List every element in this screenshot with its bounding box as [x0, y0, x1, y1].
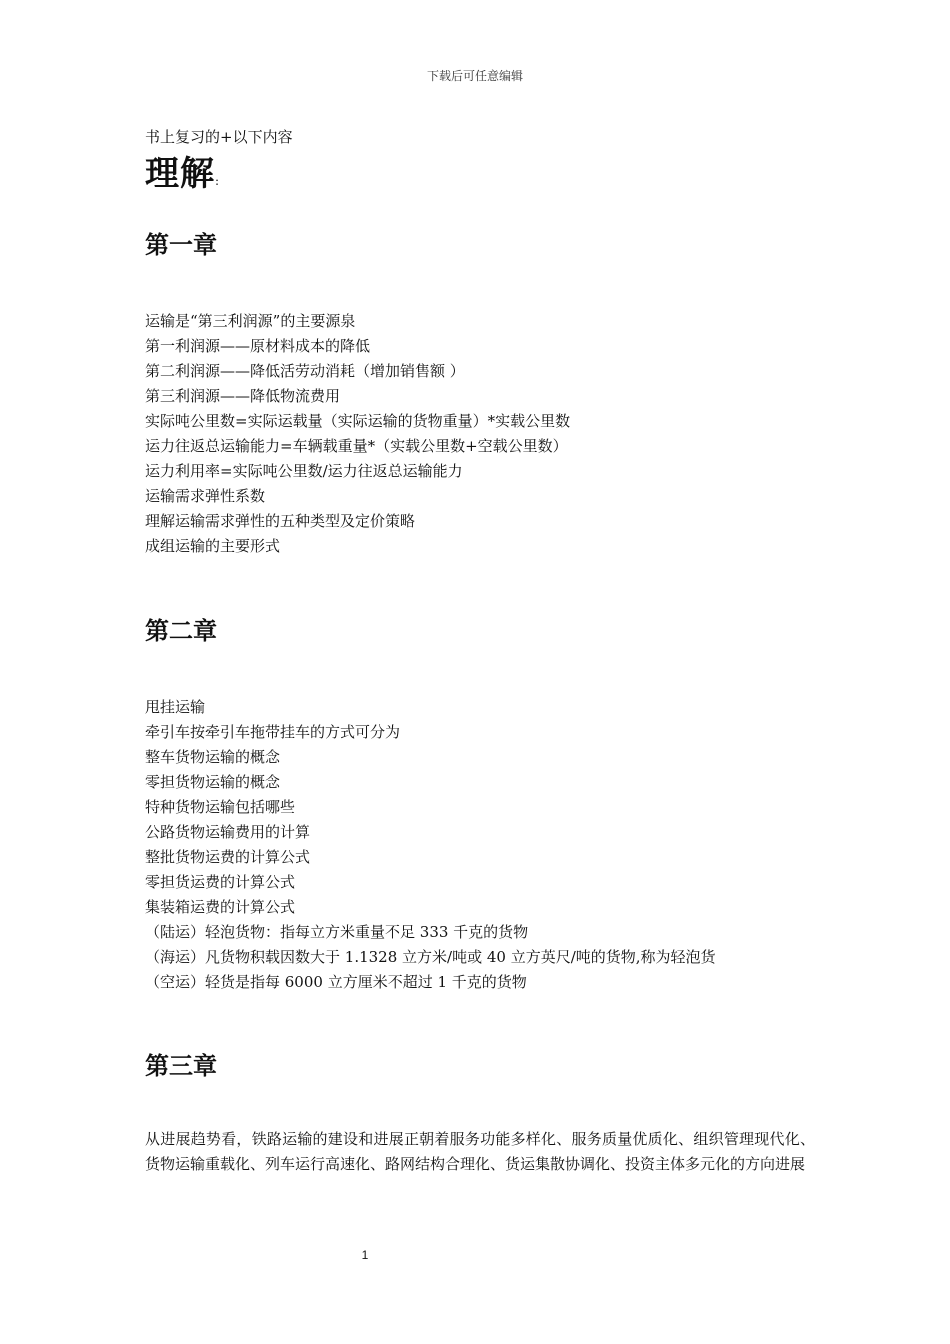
section-title-text: 理解 [145, 154, 215, 194]
chapter-1-lines [145, 309, 815, 559]
list-item: 牵引车按牵引车拖带挂车的方式可分为 [145, 723, 401, 741]
list-item: 运输是“第三利润源”的主要源泉 [145, 312, 356, 330]
intro-text: 书上复习的+以下内容 [145, 128, 293, 146]
list-item: 特种货物运输包括哪些 [145, 798, 296, 816]
list-item: 第三利润源——降低物流费用 [145, 387, 341, 405]
list-item: （陆运）轻泡货物：指每立方米重量不足 333 千克的货物 [145, 923, 529, 941]
chapter-2-title: 第二章 [145, 617, 217, 645]
list-item: 整批货物运费的计算公式 [145, 848, 311, 866]
chapter-1-title: 第一章 [145, 231, 217, 259]
chapter-2-lines [145, 695, 815, 995]
document-body [145, 126, 815, 1177]
chapter-3-paragraph: 从进展趋势看，铁路运输的建设和进展正朝着服务功能多样化、服务质量优质化、组织管理现代化、货物运输重载化、列车运行高速化、路网结构合理化、货运集散协调化、投资主体多元化的方向进展 [145, 1130, 815, 1173]
list-item: 整车货物运输的概念 [145, 748, 281, 766]
list-item: 集装箱运费的计算公式 [145, 898, 296, 916]
list-item: 公路货物运输费用的计算 [145, 823, 311, 841]
list-item: 成组运输的主要形式 [145, 537, 281, 555]
list-item: 实际吨公里数=实际运载量（实际运输的货物重量）*实载公里数 [145, 412, 571, 430]
list-item: 运输需求弹性系数 [145, 487, 266, 505]
page-number: 1 [361, 1248, 369, 1262]
list-item: （海运）凡货物积载因数大于 1.1328 立方米/吨或 40 立方英尺/吨的货物,称为轻泡货 [145, 948, 716, 966]
list-item: 第一利润源——原材料成本的降低 [145, 337, 371, 355]
list-item: 甩挂运输 [145, 698, 206, 716]
list-item: 运力利用率=实际吨公里数/运力往返总运输能力 [145, 462, 463, 480]
list-item: 第二利润源——降低活劳动消耗（增加销售额 ） [145, 362, 465, 380]
header-note: 下载后可任意编辑 [426, 69, 523, 83]
chapter-3-title: 第三章 [145, 1052, 217, 1080]
list-item: 零担货运费的计算公式 [145, 873, 296, 891]
list-item: （空运）轻货是指每 6000 立方厘米不超过 1 千克的货物 [145, 973, 527, 991]
list-item: 零担货物运输的概念 [145, 773, 281, 791]
section-title-understand [145, 150, 815, 198]
section-title-colon: : [215, 174, 220, 188]
list-item: 理解运输需求弹性的五种类型及定价策略 [145, 512, 416, 530]
list-item: 运力往返总运输能力=车辆载重量*（实载公里数+空载公里数） [145, 437, 568, 455]
